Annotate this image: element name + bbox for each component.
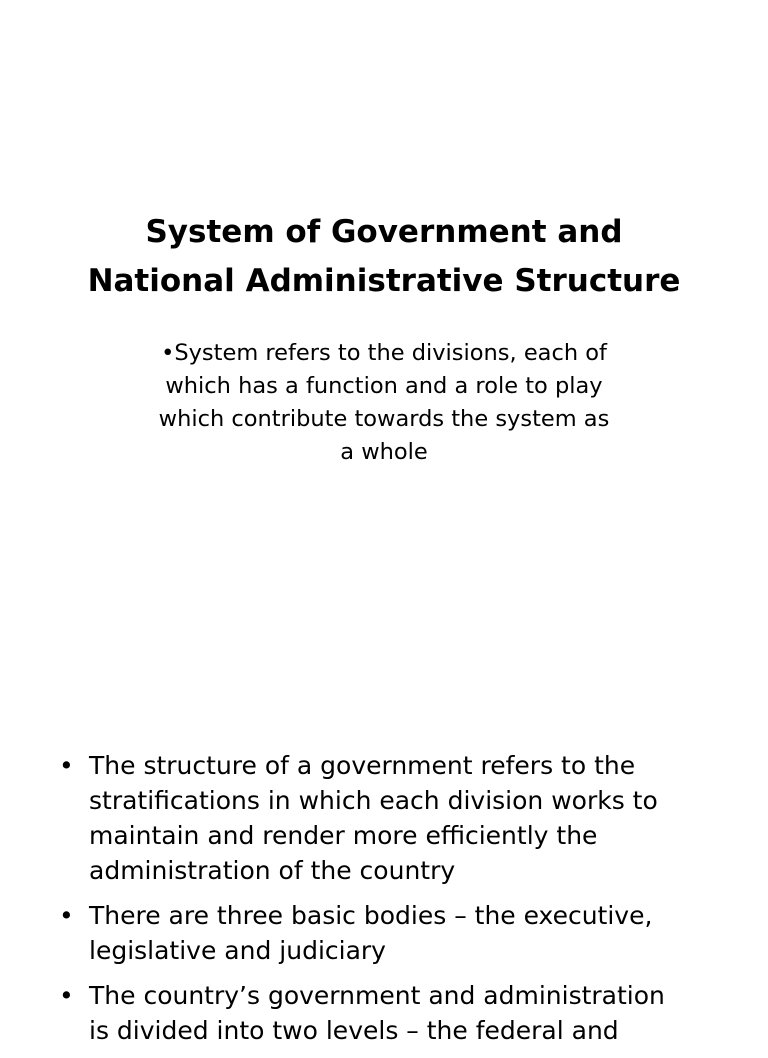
bullet-marker: • (59, 751, 74, 780)
subtitle-line-2: which has a function and a role to play (165, 373, 603, 399)
slide-structure (0, 718, 768, 1045)
bullet-line: stratifications in which each division works to (89, 786, 658, 815)
bullet-marker: • (59, 981, 74, 1010)
bullet-line: is divided into two levels – the federal and (89, 1016, 619, 1045)
slide-title-heading (60, 208, 708, 306)
bullet-line: legislative and judiciary (89, 936, 386, 965)
bullet-line: administration of the country (89, 856, 456, 885)
title-line-1: System of Government and (145, 214, 623, 250)
bullet-line: The country’s government and administration (89, 981, 665, 1010)
bullet-line: There are three basic bodies – the executive, (89, 901, 653, 930)
bullet-line: maintain and render more efficiently the (89, 821, 598, 850)
slide-subtitle (124, 337, 644, 469)
bullet-list (0, 748, 768, 1058)
bullet-item (0, 898, 768, 968)
subtitle-line-1: •System refers to the divisions, each of (161, 340, 607, 366)
subtitle-line-3: which contribute towards the system as (158, 406, 610, 432)
bullet-line: The structure of a government refers to the (89, 751, 636, 780)
bullet-marker: • (59, 901, 74, 930)
subtitle-line-4: a whole (340, 439, 428, 465)
bullet-item (0, 978, 768, 1048)
title-line-2: National Administrative Structure (87, 263, 681, 299)
bullet-item (0, 748, 768, 888)
